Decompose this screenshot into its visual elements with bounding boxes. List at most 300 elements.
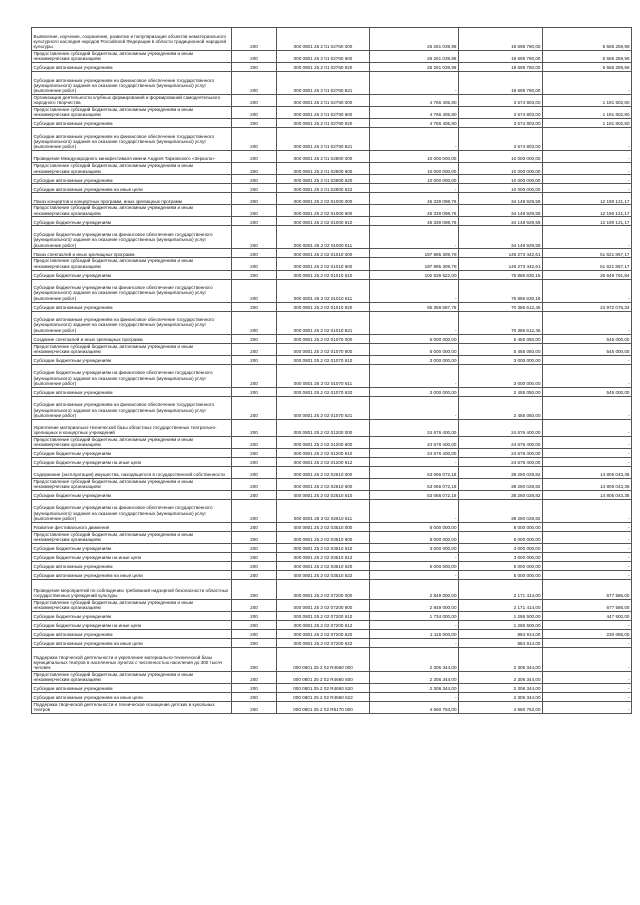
row-budget-code-cell: 000 0801 25 2 02 01010 611 [277,279,370,302]
table-row [32,163,632,175]
row-executed-amount-cell: 38 260 028,82 [459,490,543,499]
row-remaining-amount-cell: - [543,175,632,184]
row-admin-code-cell: 200 [232,334,277,343]
row-approved-amount-cell: 8 000 000,00 [370,531,459,543]
table-row [32,693,632,702]
row-remaining-amount-cell: - [543,543,632,552]
row-name-cell: Субсидии автономным учреждениям [32,119,232,128]
row-executed-amount-cell: 3 000 000,00 [459,364,543,387]
row-name-cell: Субсидии бюджетным учреждениям на финансовое обеспечение государственного (муниципального) задания на оказание государственных (муниципальных) услуг (выполнение работ) [32,226,232,249]
row-budget-code-cell: 000 0801 25 2 02 R4660 622 [277,693,370,702]
table-row [32,599,632,611]
table-row [32,119,632,128]
row-remaining-amount-cell: - [543,531,632,543]
row-admin-code-cell: 200 [232,249,277,258]
table-row [32,205,632,217]
row-admin-code-cell: 200 [232,63,277,72]
row-name-cell: Субсидии бюджетным учреждениям на иные цели [32,552,232,561]
row-remaining-amount-cell: - [543,311,632,334]
row-executed-amount-cell: 2 306 344,00 [459,672,543,684]
row-remaining-amount-cell: 545 000,00 [543,343,632,355]
row-admin-code-cell: 200 [232,355,277,364]
row-executed-amount-cell: 70 386 612,45 [459,311,543,334]
row-admin-code-cell: 200 [232,205,277,217]
row-approved-amount-cell: 24 676 400,00 [370,419,459,436]
row-budget-code-cell: 000 0801 25 2 02 01010 610 [277,270,370,279]
table-row [32,72,632,95]
row-name-cell: Субсидии бюджетным учреждениям на финансовое обеспечение государственного (муниципального) задания на оказание государственных (муниципальных) услуг (выполнение работ) [32,499,232,522]
row-executed-amount-cell: 5 000 000,00 [459,570,543,579]
row-budget-code-cell: 000 0801 25 2 01 02790 621 [277,128,370,151]
row-budget-code-cell: 000 0801 25 2 01 02760 621 [277,72,370,95]
table-row [32,311,632,334]
row-budget-code-cell: 000 0801 25 2 01 02790 600 [277,107,370,119]
row-remaining-amount-cell: 6 565 259,98 [543,63,632,72]
row-remaining-amount-cell: - [543,672,632,684]
row-budget-code-cell: 000 0801 25 2 01 02800 600 [277,163,370,175]
row-admin-code-cell: 200 [232,570,277,579]
row-admin-code-cell: 200 [232,364,277,387]
row-executed-amount-cell: 34 148 929,59 [459,217,543,226]
table-row [32,621,632,630]
row-executed-amount-cell: 24 676 400,00 [459,419,543,436]
row-budget-code-cell: 000 0801 25 2 02 03510 612 [277,552,370,561]
row-remaining-amount-cell: - [543,151,632,163]
row-admin-code-cell: 200 [232,28,277,51]
row-remaining-amount-cell: - [543,552,632,561]
table-row [32,258,632,270]
row-admin-code-cell: 200 [232,543,277,552]
row-name-cell: Субсидии бюджетным учреждениям [32,612,232,621]
row-admin-code-cell: 200 [232,522,277,531]
table-row [32,684,632,693]
row-approved-amount-cell: 1 734 000,00 [370,612,459,621]
row-executed-amount-cell: 24 676 400,00 [459,457,543,466]
row-admin-code-cell: 200 [232,51,277,63]
row-name-cell: Развитие фестивального движения [32,522,232,531]
budget-execution-table [31,27,632,714]
table-row [32,672,632,684]
row-remaining-amount-cell: 12 190 121,17 [543,205,632,217]
row-approved-amount-cell: 3 000 000,00 [370,387,459,396]
row-budget-code-cell: 000 0801 25 2 02 01200 612 [277,457,370,466]
row-executed-amount-cell: 10 000 000,00 [459,151,543,163]
row-executed-amount-cell: 70 386 612,45 [459,302,543,311]
row-admin-code-cell: 200 [232,302,277,311]
row-executed-amount-cell: 10 000 000,00 [459,184,543,193]
row-approved-amount-cell: - [370,364,459,387]
row-admin-code-cell: 200 [232,270,277,279]
row-name-cell: Поддержка творческой деятельности и укрепление материально-технической базы муниципальных театров в населенных пунктах с численностью населения до 300 тысяч человек [32,648,232,672]
row-remaining-amount-cell: 677 586,00 [543,599,632,611]
table-row [32,387,632,396]
row-admin-code-cell: 200 [232,163,277,175]
row-admin-code-cell: 200 [232,258,277,270]
row-budget-code-cell: 000 0801 25 2 02 01010 620 [277,302,370,311]
table-row [32,63,632,72]
row-executed-amount-cell: 8 000 000,00 [459,522,543,531]
row-budget-code-cell: 000 0801 25 2 02 R4660 000 [277,648,370,672]
row-executed-amount-cell: 19 695 780,00 [459,63,543,72]
row-approved-amount-cell: 26 261 039,98 [370,51,459,63]
row-name-cell: Субсидии бюджетным учреждениям [32,490,232,499]
row-approved-amount-cell: - [370,693,459,702]
row-executed-amount-cell: 1 286 500,00 [459,621,543,630]
row-remaining-amount-cell: - [543,163,632,175]
row-admin-code-cell: 200 [232,684,277,693]
row-remaining-amount-cell: - [543,128,632,151]
row-budget-code-cell: 000 0801 25 2 02 02610 600 [277,478,370,490]
row-remaining-amount-cell: - [543,570,632,579]
row-admin-code-cell: 200 [232,419,277,436]
row-admin-code-cell: 200 [232,448,277,457]
row-executed-amount-cell: 34 148 929,59 [459,193,543,205]
row-remaining-amount-cell: 14 805 043,36 [543,466,632,478]
row-approved-amount-cell: 46 339 098,76 [370,205,459,217]
row-name-cell: Субсидии бюджетным учреждениям [32,543,232,552]
row-executed-amount-cell: 19 695 780,00 [459,72,543,95]
row-name-cell: Субсидии бюджетным учреждениям [32,355,232,364]
row-approved-amount-cell: - [370,621,459,630]
table-row [32,128,632,151]
table-row [32,249,632,258]
table-row [32,279,632,302]
row-remaining-amount-cell: - [543,396,632,419]
table-row [32,612,632,621]
row-executed-amount-cell: 2 171 414,00 [459,579,543,599]
row-approved-amount-cell: - [370,396,459,419]
row-approved-amount-cell: 2 849 000,00 [370,599,459,611]
row-name-cell: Предоставление субсидий бюджетным, автономным учреждениям и иным некоммерческим организациям [32,258,232,270]
table-body [32,28,632,714]
row-name-cell: Содержание (эксплуатация) имущества, находящегося в государственной собственности [32,466,232,478]
row-budget-code-cell: 000 0801 25 2 01 02760 620 [277,63,370,72]
row-name-cell: Субсидии бюджетным учреждениям [32,270,232,279]
row-approved-amount-cell: 197 895 309,78 [370,249,459,258]
row-name-cell: Субсидии бюджетным учреждениям на иные цели [32,621,232,630]
table-row [32,531,632,543]
row-budget-code-cell: 000 0801 25 2 02 07200 000 [277,579,370,599]
row-admin-code-cell: 200 [232,72,277,95]
table-row [32,270,632,279]
row-budget-code-cell: 000 0801 25 2 02 01070 620 [277,387,370,396]
row-remaining-amount-cell: - [543,355,632,364]
table-row [32,217,632,226]
row-budget-code-cell: 000 0801 25 2 02 R4660 620 [277,684,370,693]
row-approved-amount-cell: 4 660 753,00 [370,702,459,714]
row-approved-amount-cell: - [370,279,459,302]
row-name-cell: Субсидии автономным учреждениям на иные цели [32,570,232,579]
row-remaining-amount-cell: - [543,436,632,448]
table-row [32,364,632,387]
row-budget-code-cell: 000 0801 25 2 02 01200 610 [277,448,370,457]
row-approved-amount-cell: 26 261 039,98 [370,63,459,72]
row-budget-code-cell: 000 0801 25 2 01 02800 620 [277,175,370,184]
row-executed-amount-cell: 146 273 442,61 [459,258,543,270]
row-executed-amount-cell: 2 306 344,00 [459,648,543,672]
row-budget-code-cell: 000 0801 25 2 02 01000 611 [277,226,370,249]
row-admin-code-cell: 200 [232,478,277,490]
table-row [32,522,632,531]
row-remaining-amount-cell: 230 086,00 [543,630,632,639]
table-row [32,570,632,579]
row-approved-amount-cell: 53 066 072,18 [370,478,459,490]
row-remaining-amount-cell: 677 586,00 [543,579,632,599]
row-name-cell: Предоставление субсидий бюджетным, автономным учреждениям и иным некоммерческим организациям [32,599,232,611]
row-remaining-amount-cell: - [543,226,632,249]
row-approved-amount-cell: 2 306 344,00 [370,684,459,693]
row-approved-amount-cell: 5 000 000,00 [370,561,459,570]
row-remaining-amount-cell: - [543,693,632,702]
table-row [32,107,632,119]
table-row [32,343,632,355]
row-name-cell: Предоставление субсидий бюджетным, автономным учреждениям и иным некоммерческим организациям [32,531,232,543]
row-executed-amount-cell: 75 886 830,16 [459,270,543,279]
row-name-cell: Выявление, изучение, сохранение, развитие и популяризация объектов нематериального культурного наследия народов Российской Федерации в области традиционной народной культуры [32,28,232,51]
row-remaining-amount-cell: - [543,684,632,693]
row-budget-code-cell: 000 0801 25 2 02 01070 611 [277,364,370,387]
table-row [32,226,632,249]
row-executed-amount-cell: 884 914,00 [459,639,543,648]
row-admin-code-cell: 200 [232,672,277,684]
row-executed-amount-cell: 5 000 000,00 [459,561,543,570]
table-row [32,151,632,163]
row-name-cell: Показ спектаклей и иных зрелищных программ [32,249,232,258]
row-admin-code-cell: 200 [232,490,277,499]
row-name-cell: Предоставление субсидий бюджетным, автономным учреждениям и иным некоммерческим организациям [32,51,232,63]
row-name-cell: Организация деятельности клубных формирований и формирований самодеятельного народного творчества [32,95,232,107]
row-approved-amount-cell: - [370,311,459,334]
row-remaining-amount-cell: 14 805 043,36 [543,478,632,490]
table-row [32,648,632,672]
row-executed-amount-cell: 5 455 050,00 [459,343,543,355]
row-remaining-amount-cell: 12 190 121,17 [543,193,632,205]
table-row [32,490,632,499]
row-admin-code-cell: 200 [232,184,277,193]
row-remaining-amount-cell: - [543,279,632,302]
row-approved-amount-cell: 197 895 309,78 [370,258,459,270]
row-name-cell: Субсидии автономным учреждениям на финансовое обеспечение государственного (муниципального) задания на оказание государственных (муниципальных) услуг (выполнение работ) [32,311,232,334]
row-name-cell: Субсидии бюджетным учреждениям на финансовое обеспечение государственного (муниципального) задания на оказание государственных (муниципальных) услуг (выполнение работ) [32,364,232,387]
row-admin-code-cell: 200 [232,648,277,672]
row-budget-code-cell: 000 0801 25 2 02 01070 621 [277,396,370,419]
row-name-cell: Поддержка творческой деятельности и техническое оснащение детских и кукольных театров [32,702,232,714]
row-approved-amount-cell: 3 000 000,00 [370,355,459,364]
row-approved-amount-cell: - [370,639,459,648]
row-executed-amount-cell: 3 000 000,00 [459,552,543,561]
table-row [32,630,632,639]
row-approved-amount-cell: 8 000 000,00 [370,522,459,531]
row-admin-code-cell: 200 [232,630,277,639]
row-name-cell: Субсидии автономным учреждениям на финансовое обеспечение государственного (муниципального) задания на оказание государственных (муниципальных) услуг (выполнение работ) [32,128,232,151]
table-row [32,193,632,205]
row-approved-amount-cell: - [370,128,459,151]
row-executed-amount-cell: 146 273 442,61 [459,249,543,258]
row-admin-code-cell: 200 [232,457,277,466]
row-executed-amount-cell: 34 148 929,59 [459,205,543,217]
row-name-cell: Субсидии автономным учреждениям на финансовое обеспечение государственного (муниципального) задания на оказание государственных (муниципальных) услуг (выполнение работ) [32,72,232,95]
row-approved-amount-cell: - [370,184,459,193]
row-approved-amount-cell: - [370,226,459,249]
row-admin-code-cell: 200 [232,128,277,151]
row-admin-code-cell: 200 [232,561,277,570]
row-approved-amount-cell: 1 115 000,00 [370,630,459,639]
table-row [32,28,632,51]
row-approved-amount-cell: - [370,72,459,95]
table-row [32,457,632,466]
row-approved-amount-cell: 46 339 098,76 [370,193,459,205]
table-row [32,466,632,478]
table-row [32,175,632,184]
row-budget-code-cell: 000 0801 25 2 02 03510 620 [277,561,370,570]
row-approved-amount-cell: 3 000 000,00 [370,543,459,552]
row-remaining-amount-cell: 51 621 867,17 [543,249,632,258]
row-approved-amount-cell: 95 358 687,78 [370,302,459,311]
row-budget-code-cell: 000 0801 25 2 02 01070 600 [277,343,370,355]
row-admin-code-cell: 200 [232,612,277,621]
row-admin-code-cell: 200 [232,621,277,630]
row-name-cell: Предоставление субсидий бюджетным, автономным учреждениям и иным некоммерческим организациям [32,478,232,490]
row-approved-amount-cell: 24 676 400,00 [370,448,459,457]
row-approved-amount-cell: 10 000 000,00 [370,175,459,184]
row-remaining-amount-cell: 26 649 791,84 [543,270,632,279]
table-row [32,543,632,552]
row-admin-code-cell: 200 [232,95,277,107]
row-executed-amount-cell: 19 695 780,00 [459,28,543,51]
row-budget-code-cell: 000 0801 25 2 02 03510 000 [277,522,370,531]
row-executed-amount-cell: 3 574 803,00 [459,95,543,107]
row-budget-code-cell: 000 0801 25 2 02 01000 600 [277,205,370,217]
table-row [32,95,632,107]
row-approved-amount-cell: 4 766 405,80 [370,107,459,119]
row-admin-code-cell: 200 [232,226,277,249]
row-admin-code-cell: 200 [232,579,277,599]
row-name-cell: Предоставление субсидий бюджетным, автономным учреждениям и иным некоммерческим организациям [32,205,232,217]
row-name-cell: Субсидии бюджетным учреждениям [32,217,232,226]
row-budget-code-cell: 000 0801 25 2 02 01200 600 [277,436,370,448]
row-admin-code-cell: 200 [232,279,277,302]
row-budget-code-cell: 000 0801 25 2 02 02610 610 [277,490,370,499]
row-remaining-amount-cell: 545 000,00 [543,387,632,396]
row-approved-amount-cell: - [370,552,459,561]
table-row [32,419,632,436]
row-name-cell: Субсидии автономным учреждениям [32,561,232,570]
row-remaining-amount-cell: - [543,621,632,630]
row-remaining-amount-cell: 24 972 075,33 [543,302,632,311]
row-name-cell: Субсидии автономным учреждениям [32,302,232,311]
row-budget-code-cell: 000 0801 25 2 02 07200 600 [277,599,370,611]
row-approved-amount-cell: 24 676 400,00 [370,436,459,448]
table-row [32,302,632,311]
table-row [32,51,632,63]
row-approved-amount-cell: 102 536 622,00 [370,270,459,279]
row-remaining-amount-cell: - [543,419,632,436]
row-executed-amount-cell: 1 286 500,00 [459,612,543,621]
row-admin-code-cell: 200 [232,387,277,396]
row-budget-code-cell: 000 0801 25 2 01 02760 000 [277,28,370,51]
row-remaining-amount-cell: - [543,648,632,672]
row-name-cell: Субсидии автономным учреждениям [32,63,232,72]
row-name-cell: Укрепление материально-технической базы областных государственных театрально-зрелищных и концертных учреждений [32,419,232,436]
row-approved-amount-cell: 6 000 000,00 [370,334,459,343]
row-admin-code-cell: 200 [232,396,277,419]
table-row [32,552,632,561]
row-budget-code-cell: 000 0801 25 2 02 01010 621 [277,311,370,334]
row-budget-code-cell: 000 0801 25 2 02 01000 610 [277,217,370,226]
row-budget-code-cell: 000 0801 25 2 02 01000 000 [277,193,370,205]
row-name-cell: Предоставление субсидий бюджетным, автономным учреждениям и иным некоммерческим организациям [32,163,232,175]
table-row [32,579,632,599]
row-admin-code-cell: 200 [232,466,277,478]
table-row [32,561,632,570]
row-approved-amount-cell: 6 000 000,00 [370,343,459,355]
row-budget-code-cell: 000 0801 25 2 02 01070 000 [277,334,370,343]
row-executed-amount-cell: 19 695 780,00 [459,51,543,63]
row-name-cell: Субсидии бюджетным учреждениям [32,448,232,457]
row-name-cell: Субсидии автономным учреждениям на иные цели [32,184,232,193]
row-budget-code-cell: 000 0801 25 2 02 01070 610 [277,355,370,364]
row-executed-amount-cell: 10 000 000,00 [459,163,543,175]
row-remaining-amount-cell: 1 191 602,80 [543,95,632,107]
row-budget-code-cell: 000 0801 25 2 02 03510 622 [277,570,370,579]
row-budget-code-cell: 000 0801 25 2 02 07200 620 [277,630,370,639]
row-executed-amount-cell: 3 000 000,00 [459,543,543,552]
row-remaining-amount-cell: - [543,457,632,466]
row-budget-code-cell: 000 0801 25 2 01 02760 600 [277,51,370,63]
row-admin-code-cell: 200 [232,499,277,522]
row-admin-code-cell: 200 [232,119,277,128]
row-remaining-amount-cell: 447 500,00 [543,612,632,621]
row-admin-code-cell: 200 [232,193,277,205]
row-admin-code-cell: 200 [232,531,277,543]
row-executed-amount-cell: 34 148 929,59 [459,226,543,249]
table-row [32,396,632,419]
table-row [32,355,632,364]
row-executed-amount-cell: 3 574 803,00 [459,107,543,119]
row-name-cell: Субсидии автономным учреждениям на иные цели [32,639,232,648]
row-name-cell: Субсидии автономным учреждениям [32,684,232,693]
row-approved-amount-cell: - [370,570,459,579]
row-remaining-amount-cell: 1 191 602,80 [543,107,632,119]
row-budget-code-cell: 000 0801 25 2 02 R4660 600 [277,672,370,684]
row-executed-amount-cell: 5 455 050,00 [459,334,543,343]
table-row [32,478,632,490]
row-executed-amount-cell: 2 455 050,00 [459,396,543,419]
row-budget-code-cell: 000 0801 25 2 02 R5170 000 [277,702,370,714]
row-executed-amount-cell: 2 171 414,00 [459,599,543,611]
row-executed-amount-cell: 24 676 400,00 [459,436,543,448]
row-name-cell: Предоставление субсидий бюджетным, автономным учреждениям и иным некоммерческим организациям [32,107,232,119]
row-budget-code-cell: 000 0801 25 2 01 02790 000 [277,95,370,107]
table-row [32,702,632,714]
row-executed-amount-cell: 3 000 000,00 [459,355,543,364]
row-executed-amount-cell: 2 306 344,00 [459,684,543,693]
row-admin-code-cell: 200 [232,599,277,611]
row-remaining-amount-cell: - [543,364,632,387]
row-remaining-amount-cell: - [543,448,632,457]
row-budget-code-cell: 000 0801 25 2 02 03510 600 [277,531,370,543]
row-remaining-amount-cell: - [543,72,632,95]
row-remaining-amount-cell: 51 621 867,17 [543,258,632,270]
row-executed-amount-cell: 3 574 803,00 [459,128,543,151]
row-admin-code-cell: 200 [232,107,277,119]
row-executed-amount-cell: 2 306 344,00 [459,693,543,702]
row-admin-code-cell: 200 [232,151,277,163]
row-approved-amount-cell: 4 766 405,80 [370,119,459,128]
row-admin-code-cell: 200 [232,552,277,561]
row-approved-amount-cell: 2 306 344,00 [370,648,459,672]
row-name-cell: Предоставление субсидий бюджетным, автономным учреждениям и иным некоммерческим организациям [32,436,232,448]
